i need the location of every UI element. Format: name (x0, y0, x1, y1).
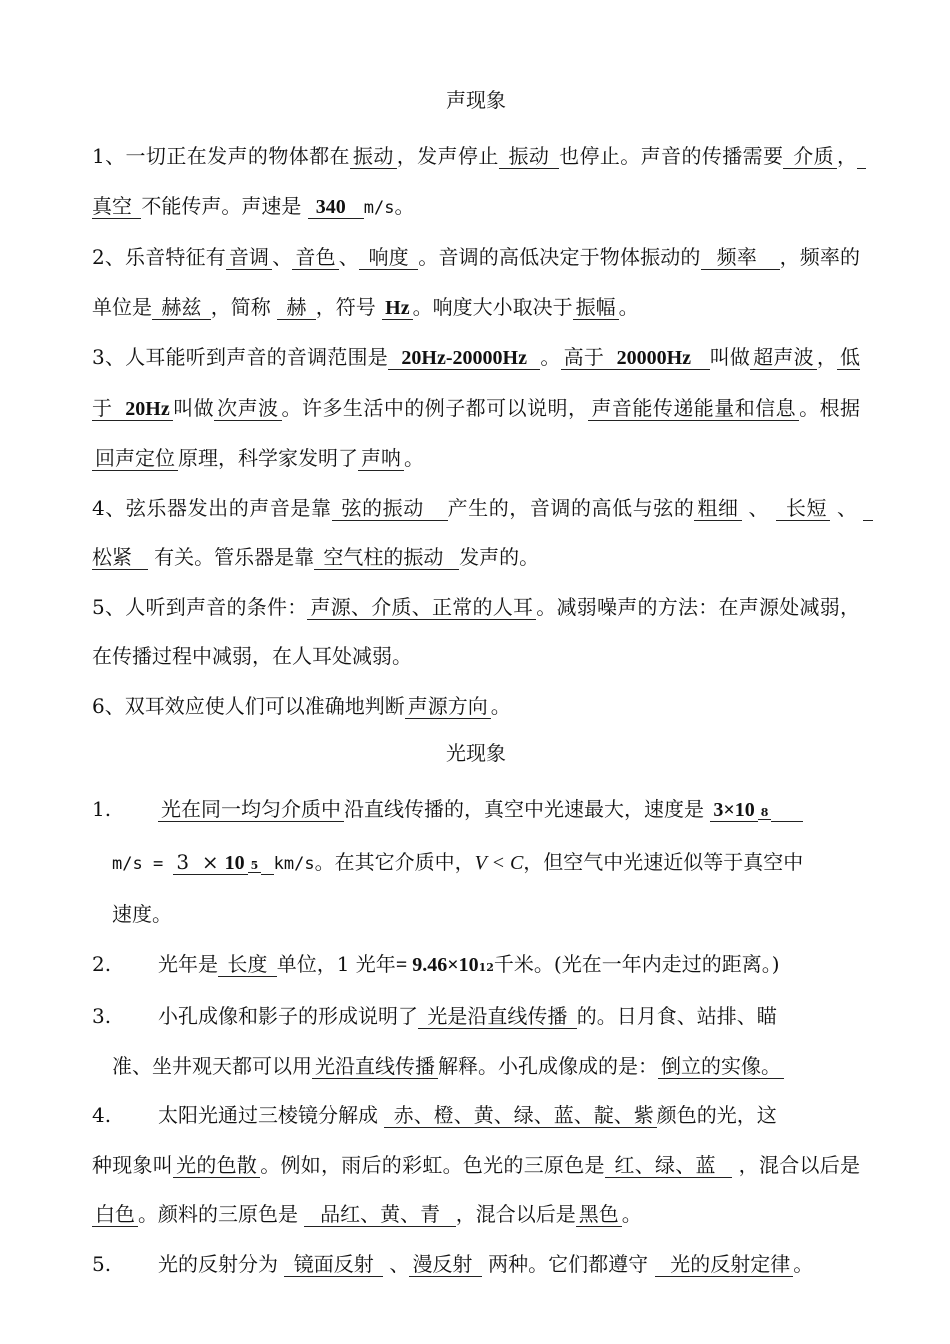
answer-blank: 高于 (561, 345, 614, 370)
text-fragment: ， (837, 144, 858, 168)
text-fragment: 、 (338, 245, 359, 269)
answer-blank: 回声定位 (92, 446, 178, 471)
text-fragment: 4、弦乐器发出的声音是靠 (92, 495, 332, 520)
light-item-3 (92, 992, 860, 1091)
answer-blank: 声源、介质、正常的人耳 (307, 595, 536, 620)
answer-blank: 光的反射定律 (655, 1252, 794, 1277)
text-fragment: ，但空气中光速近似等于真空中 (523, 849, 804, 874)
text-fragment: 。音调的高低决定于物体振动的 (418, 245, 701, 269)
answer-blank: 倒立的实像。 (658, 1054, 784, 1079)
answer-blank: 次声波 (214, 396, 281, 421)
sound-item-4 (92, 484, 873, 583)
text-fragment: 、 (741, 495, 776, 520)
item-text (158, 992, 860, 1042)
text-fragment: 发声的。 (459, 545, 540, 569)
answer-blank: 音调 (226, 245, 272, 270)
answer-blank: 5 (248, 859, 262, 873)
text-fragment: 2、乐音特征有 (92, 245, 226, 269)
text-fragment: 小孔成像和影子的形成说明了 (158, 1004, 418, 1028)
text-fragment: 。 (793, 1251, 814, 1276)
sound-section-title: 声现象 (446, 88, 506, 112)
text-fragment: 太阳光通过三棱镜分解成 (158, 1103, 385, 1127)
text-fragment: 准、坐井观天都可以用 (112, 1053, 312, 1078)
answer-blank: 声源方向 (405, 694, 491, 719)
answer-blank: 响度 (359, 245, 418, 270)
answer-blank: 声音能传递能量和信息 (588, 396, 799, 421)
text-fragment: 原理，科学家发明了 (178, 446, 358, 470)
item-number: 4. (92, 1103, 112, 1127)
text-fragment: 沿直线传播的，真空中光速最大，速度是 (344, 797, 711, 821)
text-fragment: 。 (540, 345, 561, 369)
answer-blank: 赫兹 (152, 295, 211, 320)
text-fragment: V < C (474, 851, 524, 874)
text-fragment: 的。日月食、站排、瞄 (576, 1004, 777, 1028)
text-fragment: 千米。(光在一年内走过的距离。) (493, 951, 780, 976)
text-fragment: 。根据 (799, 395, 861, 420)
text-fragment: 、 (830, 495, 864, 520)
sound-item-3 (92, 333, 860, 484)
text-fragment: 不能传声。声速是 (141, 193, 308, 218)
text-fragment: ，符号 (315, 294, 383, 319)
answer-blank: 超声波 (750, 345, 817, 370)
item-continuation (92, 838, 860, 891)
answer-blank: 10 (222, 852, 248, 875)
text-fragment: 两种。它们都遵守 (481, 1251, 655, 1276)
item-text (158, 785, 860, 838)
text-fragment: 产生的，音调的高低与弦的 (447, 495, 695, 520)
text-fragment: 。响度大小取决于 (412, 294, 573, 319)
text-fragment: 叫做 (172, 395, 215, 420)
answer-blank: 空气柱的振动 (314, 545, 459, 570)
text-fragment: m/s = (112, 853, 174, 874)
text-fragment: 光年是 (158, 951, 218, 976)
answer-blank: 弦的振动 (332, 496, 448, 521)
light-item-4 (92, 1091, 860, 1240)
item-text (158, 940, 860, 993)
answer-blank: 3×10 (710, 799, 757, 822)
answer-blank: 振动 (350, 144, 397, 169)
item-number: 2. (92, 951, 112, 976)
sound-item-2 (92, 233, 860, 333)
text-fragment: 5、人听到声音的条件： (92, 594, 308, 619)
light-item-2 (92, 940, 860, 993)
answer-blank: 长度 (218, 952, 277, 977)
text-fragment: 。颜料的三原色是 (138, 1202, 305, 1226)
text-fragment: 速度。 (112, 902, 172, 926)
answer-blank: 赤、橙、黄、绿、蓝、靛、紫 (384, 1103, 656, 1128)
item-continuation (92, 1042, 860, 1092)
text-fragment: 。 (394, 193, 415, 218)
text-fragment: 。例如，雨后的彩虹。色光的三原色是 (260, 1152, 605, 1177)
item-continuation (92, 1141, 860, 1240)
text-fragment: 种现象叫 (92, 1152, 174, 1177)
text-fragment: 光的反射分为 (158, 1251, 285, 1276)
answer-blank: 粗细 (694, 496, 741, 521)
item-continuation (92, 890, 860, 940)
answer-blank: Hz (382, 297, 412, 320)
text-fragment: ，频率的单位是 (92, 245, 861, 319)
answer-blank: 松紧 (92, 495, 873, 569)
text-fragment: 。 (490, 693, 511, 718)
answer-blank: 白色 (92, 1202, 138, 1227)
answer-blank: 漫反射 (409, 1252, 481, 1277)
text-fragment: ，混合以后是 (732, 1152, 861, 1177)
item-number: 3. (92, 1004, 112, 1028)
text-fragment: 单位，1 光年 (276, 951, 396, 976)
answer-blank: 黑色 (576, 1202, 622, 1227)
text-fragment: 叫做 (709, 345, 751, 369)
item-number: 5. (92, 1251, 112, 1276)
answer-blank: 镜面反射 (284, 1252, 383, 1277)
text-fragment: m/s (363, 197, 395, 218)
sound-item-5 (92, 583, 860, 682)
text-fragment: ， (816, 345, 838, 369)
answer-blank: 振动 (499, 144, 559, 169)
answer-blank: 光的色散 (173, 1153, 260, 1178)
answer-blank: 低于 (92, 345, 861, 420)
text-fragment: ，发声停止 (396, 144, 499, 168)
answer-blank: 20Hz (122, 398, 172, 421)
light-section (92, 785, 860, 1289)
sound-item-1 (92, 132, 867, 233)
answer-blank: 音色 (292, 245, 338, 270)
sound-item-6 (92, 682, 860, 732)
light-section-title: 光现象 (446, 741, 506, 765)
answer-blank: 真空 (92, 144, 867, 218)
answer-blank: 光是沿直线传播 (418, 1004, 577, 1029)
sound-section (92, 132, 873, 731)
text-fragment: km/s (273, 853, 315, 874)
text-fragment: 。 (404, 446, 424, 470)
answer-blank (771, 797, 802, 822)
text-fragment: ，简称 (210, 294, 278, 319)
text-fragment: = 9.46×10 (395, 953, 479, 976)
text-fragment: 颜色的光，这 (656, 1103, 777, 1127)
answer-blank (261, 850, 273, 875)
answer-blank: 频率 (701, 245, 780, 270)
answer-blank: 振幅 (573, 295, 619, 320)
answer-blank: 品红、黄、青 (304, 1202, 455, 1227)
item-text (158, 1091, 860, 1141)
text-fragment: 12 (478, 960, 494, 974)
text-fragment: ，混合以后是 (455, 1202, 576, 1226)
answer-blank: 声呐 (358, 446, 404, 471)
answer-blank: 红、绿、蓝 (605, 1153, 732, 1178)
answer-blank: 光在同一均匀介质中 (158, 797, 344, 822)
text-fragment: 。 (621, 1202, 642, 1226)
text-fragment: 。在其它介质中， (314, 849, 475, 874)
answer-blank: 8 (758, 806, 772, 820)
item-text (158, 1240, 860, 1290)
text-fragment: 。 (618, 294, 639, 319)
text-fragment: 有关。管乐器是靠 (147, 545, 315, 569)
answer-blank: 长短 (776, 496, 830, 521)
text-fragment: 。减弱噪声的方法：在声源处减弱，在传播过程中减弱，在人耳处减弱。 (92, 594, 861, 668)
answer-blank: 20Hz-20000Hz (388, 347, 540, 370)
text-fragment: 。许多生活中的例子都可以说明， (281, 395, 589, 420)
answer-blank: 介质 (783, 144, 837, 169)
item-number: 1. (92, 797, 112, 821)
answer-blank: 340 (308, 196, 364, 219)
text-fragment: 3、人耳能听到声音的音调范围是 (92, 345, 388, 369)
answer-blank: 20000Hz (614, 347, 710, 370)
text-fragment: 、 (383, 1251, 410, 1276)
text-fragment: 6、双耳效应使人们可以准确地判断 (92, 693, 405, 718)
answer-blank: 赫 (277, 295, 316, 320)
text-fragment: 1、一切正在发声的物体都在 (92, 144, 350, 168)
answer-blank: 3 × (173, 850, 221, 875)
light-item-1 (92, 785, 860, 940)
text-fragment: 也停止。声音的传播需要 (559, 144, 784, 168)
light-item-5 (92, 1240, 860, 1290)
answer-blank: 光沿直线传播 (312, 1054, 438, 1079)
text-fragment: 、 (272, 245, 293, 269)
text-fragment: 解释。小孔成像成的是： (438, 1053, 658, 1078)
